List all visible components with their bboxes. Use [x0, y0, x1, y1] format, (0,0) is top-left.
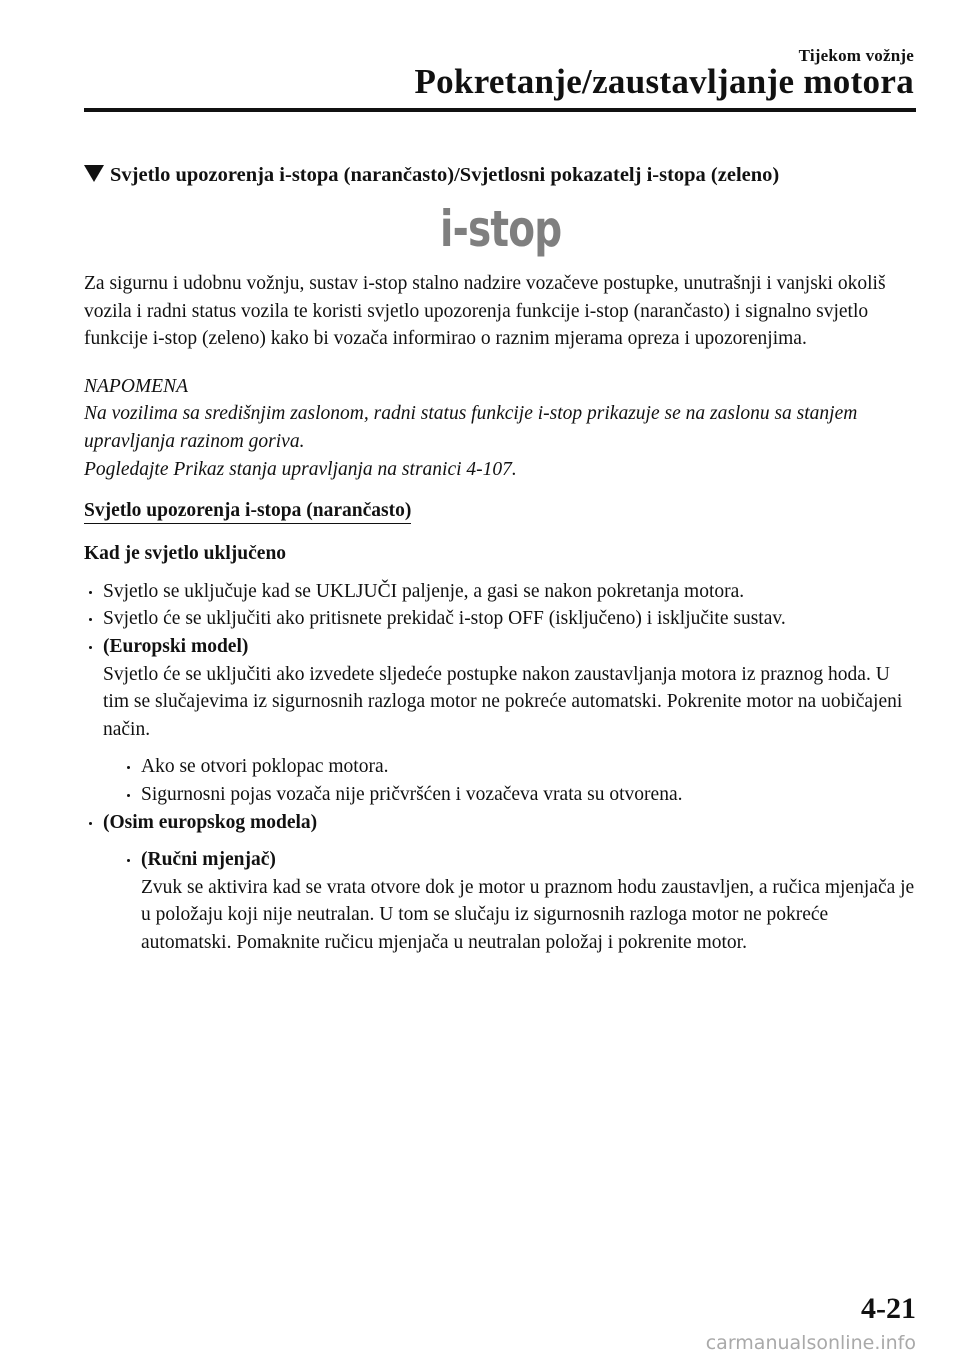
section-heading — [84, 164, 920, 187]
list-item — [84, 633, 920, 809]
note-line-2: Pogledajte Prikaz stanja upravljanja na stranici 4-107. — [84, 458, 517, 480]
list-item: Svjetlo će se uključiti ako pritisnete prekidač i-stop OFF (isključeno) i isključite sustav. — [84, 605, 920, 633]
main-content — [84, 270, 920, 956]
watermark: carmanualsonline.info — [705, 1332, 916, 1354]
note-text — [84, 400, 920, 483]
nested-item-title: (Ručni mjenjač) — [141, 849, 276, 871]
istop-indicator-logo: i-stop — [440, 200, 562, 258]
bullet-list — [84, 578, 920, 957]
list-item-title: (Europski model) — [103, 635, 249, 657]
triangle-bullet-icon — [84, 165, 104, 182]
header-divider — [84, 108, 916, 112]
note-line-1: Na vozilima sa središnjim zaslonom, radni status funkcije i-stop prikazuje se na zaslonu sa stanjem upravljanja razinom goriva. — [84, 403, 858, 452]
list-item — [84, 809, 920, 957]
intro-paragraph: Za sigurnu i udobnu vožnju, sustav i-stop stalno nadzire vozačeve postupke, unutrašnji i vanjski okoliš vozila i radni status vozila te koristi svjetlo upozorenja funkcije i-stop (narančasto) i signalno svjetlo funkcije i-stop (zeleno) kako bi vozača informirao o raznim mjerama opreza i upozorenjima. — [84, 273, 886, 350]
nested-list-item — [122, 846, 920, 956]
page-number: 4-21 — [861, 1292, 916, 1325]
sub-subheading: Kad je svjetlo uključeno — [84, 543, 287, 565]
subheading: Svjetlo upozorenja i-stopa (narančasto) — [84, 499, 411, 524]
chapter-label: Tijekom vožnje — [798, 46, 914, 65]
section-heading-text: Svjetlo upozorenja i-stopa (narančasto)/Svjetlosni pokazatelj i-stopa (zeleno) — [110, 164, 780, 186]
nested-list — [103, 753, 920, 808]
list-item: Svjetlo se uključuje kad se UKLJUČI paljenje, a gasi se nakon pokretanja motora. — [84, 578, 920, 606]
page-title: Pokretanje/zaustavljanje motora — [414, 62, 914, 101]
note-title: NAPOMENA — [84, 375, 188, 397]
nested-list-item: Sigurnosni pojas vozača nije pričvršćen i vozačeva vrata su otvorena. — [122, 781, 920, 809]
nested-list-item: Ako se otvori poklopac motora. — [122, 753, 920, 781]
nested-item-text: Zvuk se aktivira kad se vrata otvore dok je motor u praznom hodu zaustavljen, a ručica mjenjača je u položaju koji nije neutralan. U tom se slučaju iz sigurnosnih razloga motor ne pokreće automatski. Pomaknite ručicu mjenjača u neutralan položaj i pokrenite motor. — [141, 876, 915, 953]
nested-list — [103, 846, 920, 956]
list-item-title: (Osim europskog modela) — [103, 811, 318, 833]
list-item-text: Svjetlo će se uključiti ako izvedete sljedeće postupke nakon zaustavljanja motora iz praznog hoda. U tim se slučajevima iz sigurnosnih razloga motor ne pokreće automatski. Pokrenite motor na uobičajeni način. — [103, 663, 903, 740]
